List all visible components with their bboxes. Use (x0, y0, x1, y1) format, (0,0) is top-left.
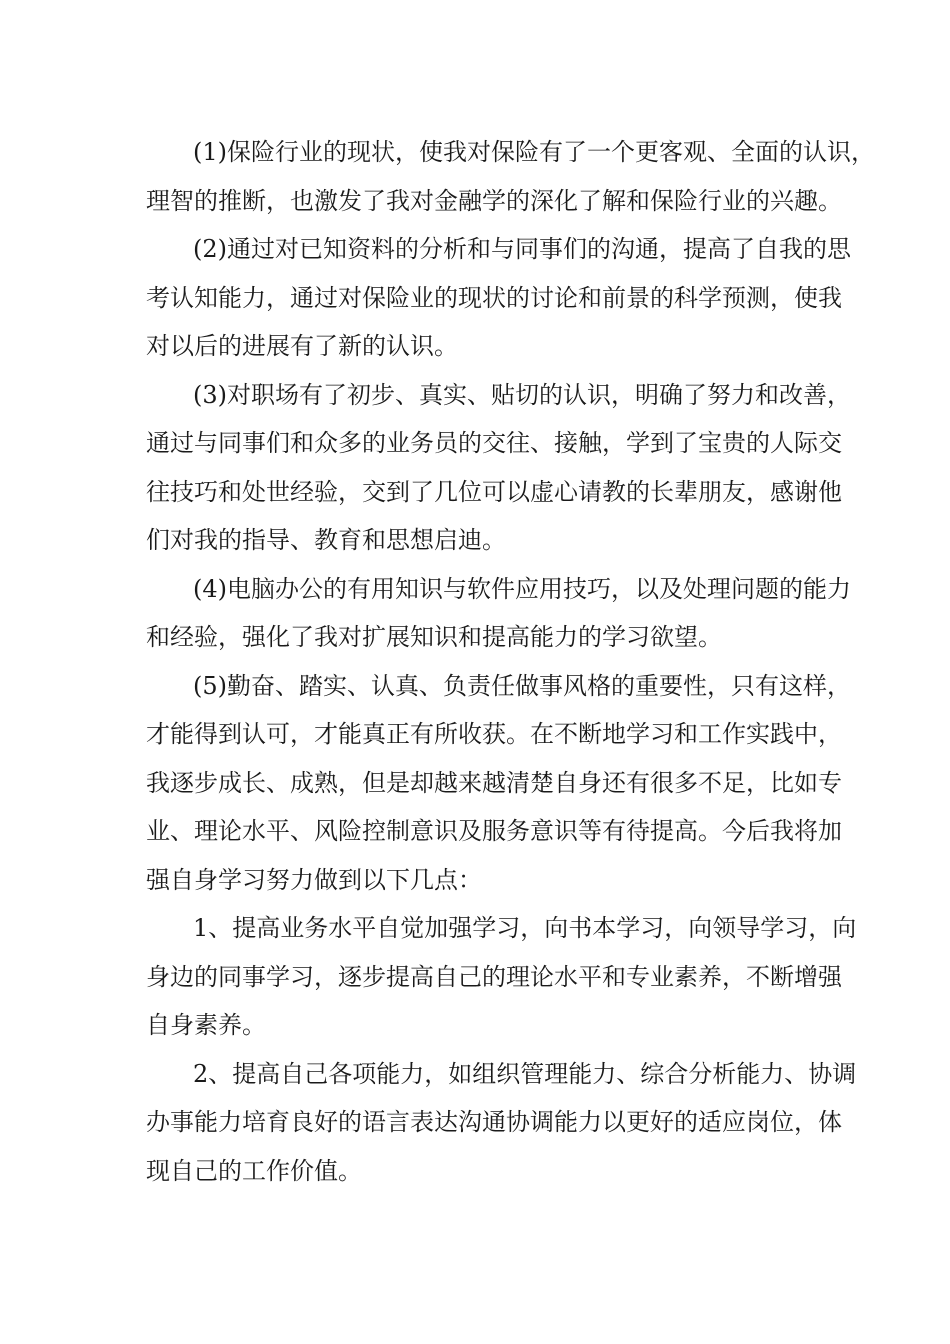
paragraph-line: 身边的同事学习，逐步提高自己的理论水平和专业素养，不断增强 (146, 962, 842, 991)
paragraph-line: 们对我的指导、教育和思想启迪。 (146, 526, 506, 554)
paragraph-line: 才能得到认可，才能真正有所收获。在不断地学习和工作实践中， (146, 720, 842, 748)
paragraph-line: 往技巧和处世经验，交到了几位可以虚心请教的长辈朋友，感谢他 (146, 477, 842, 506)
paragraph-line: 强自身学习努力做到以下几点： (146, 865, 482, 894)
document-body (146, 128, 875, 1195)
paragraph-3 (146, 371, 851, 565)
paragraph-line: (5)勤奋、踏实、认真、负责任做事风格的重要性，只有这样， (193, 671, 851, 700)
paragraph-line: (4)电脑办公的有用知识与软件应用技巧，以及处理问题的能力 (193, 574, 851, 603)
paragraph-5 (146, 662, 851, 905)
paragraph-1 (146, 128, 875, 225)
paragraph-line: (2)通过对已知资料的分析和与同事们的沟通，提高了自我的思 (193, 235, 851, 263)
paragraph-line: 对以后的进展有了新的认识。 (146, 332, 458, 360)
paragraph-4 (146, 565, 851, 662)
paragraph-line: 自身素养。 (146, 1011, 266, 1039)
paragraph-line: 通过与同事们和众多的业务员的交往、接触，学到了宝贵的人际交 (146, 429, 842, 457)
paragraph-2 (146, 225, 851, 371)
paragraph-line: 1、提高业务水平自觉加强学习，向书本学习，向领导学习，向 (193, 914, 857, 942)
paragraph-line: (3)对职场有了初步、真实、贴切的认识，明确了努力和改善， (193, 380, 851, 409)
paragraph-7 (146, 1050, 857, 1196)
paragraph-line: (1)保险行业的现状，使我对保险有了一个更客观、全面的认识， (193, 138, 875, 166)
paragraph-line: 考认知能力，通过对保险业的现状的讨论和前景的科学预测，使我 (146, 283, 842, 312)
paragraph-line: 办事能力培育良好的语言表达沟通协调能力以更好的适应岗位，体 (146, 1108, 842, 1136)
paragraph-line: 2、提高自己各项能力，如组织管理能力、综合分析能力、协调 (193, 1059, 857, 1088)
paragraph-line: 和经验，强化了我对扩展知识和提高能力的学习欲望。 (146, 623, 722, 651)
paragraph-line: 我逐步成长、成熟，但是却越来越清楚自身还有很多不足，比如专 (146, 768, 842, 797)
paragraph-line: 现自己的工作价值。 (146, 1156, 362, 1185)
paragraph-line: 业、理论水平、风险控制意识及服务意识等有待提高。今后我将加 (146, 817, 842, 845)
paragraph-6 (146, 904, 857, 1050)
paragraph-line: 理智的推断，也激发了我对金融学的深化了解和保险行业的兴趣。 (146, 186, 842, 215)
